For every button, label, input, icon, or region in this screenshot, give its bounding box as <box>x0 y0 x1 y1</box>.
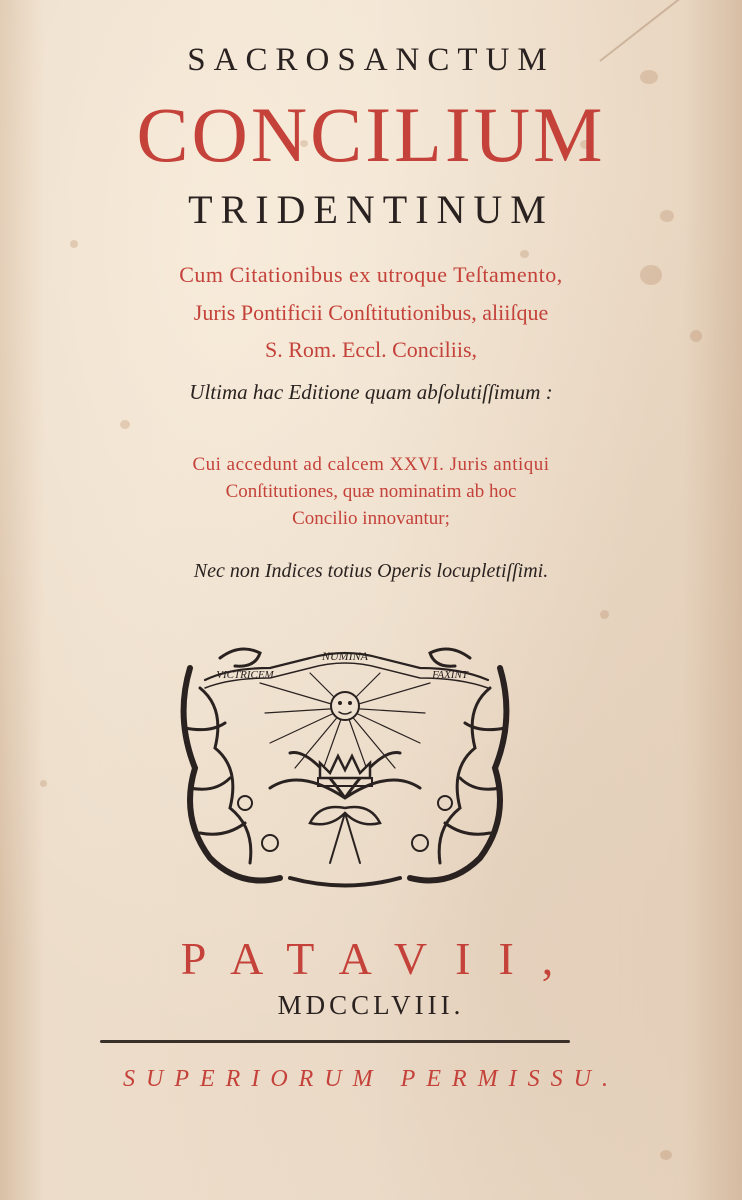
title-line-1: SACROSANCTUM <box>187 42 555 78</box>
addition-line-3: Concilio innovantur; <box>292 508 450 529</box>
banner-motto-left: VICTRICEM <box>216 669 274 681</box>
horizontal-rule <box>100 1040 570 1043</box>
foxing-spot <box>660 1150 672 1160</box>
sun-rays <box>260 673 430 778</box>
printers-device-vignette <box>170 628 520 898</box>
banner-motto-right: FAXINT <box>432 669 468 681</box>
addition-line-1: Cui accedunt ad calcem XXVI. Juris antiqui <box>192 454 550 475</box>
imprint-place: PATAVII, <box>180 933 582 984</box>
imprint-year: MDCCLVIII. <box>277 990 465 1020</box>
subtitle-line-3: S. Rom. Eccl. Conciliis, <box>264 337 478 362</box>
foxing-spot <box>70 240 78 248</box>
addition-line-2: Conſtitutiones, quæ nominatim ab hoc <box>225 481 517 502</box>
title-line-2: CONCILIUM <box>136 91 606 178</box>
indices-statement: Nec non Indices totius Operis locupletiſſimi. <box>193 560 549 582</box>
foxing-spot <box>520 250 529 258</box>
foxing-spot <box>600 610 609 619</box>
foxing-spot <box>120 420 130 429</box>
edition-statement: Ultima hac Editione quam abſolutiſſimum : <box>189 380 553 404</box>
subtitle-line-2: Juris Pontificii Conſtitutionibus, aliiſque <box>193 300 549 325</box>
title-line-3: TRIDENTINUM <box>188 187 554 232</box>
foxing-spot <box>40 780 47 787</box>
subtitle-line-1: Cum Citationibus ex utroque Teſtamento, <box>179 262 563 287</box>
imprimatur-line: SUPERIORUM PERMISSU. <box>123 1066 619 1092</box>
banner-motto-top: NUMINA <box>322 649 368 663</box>
